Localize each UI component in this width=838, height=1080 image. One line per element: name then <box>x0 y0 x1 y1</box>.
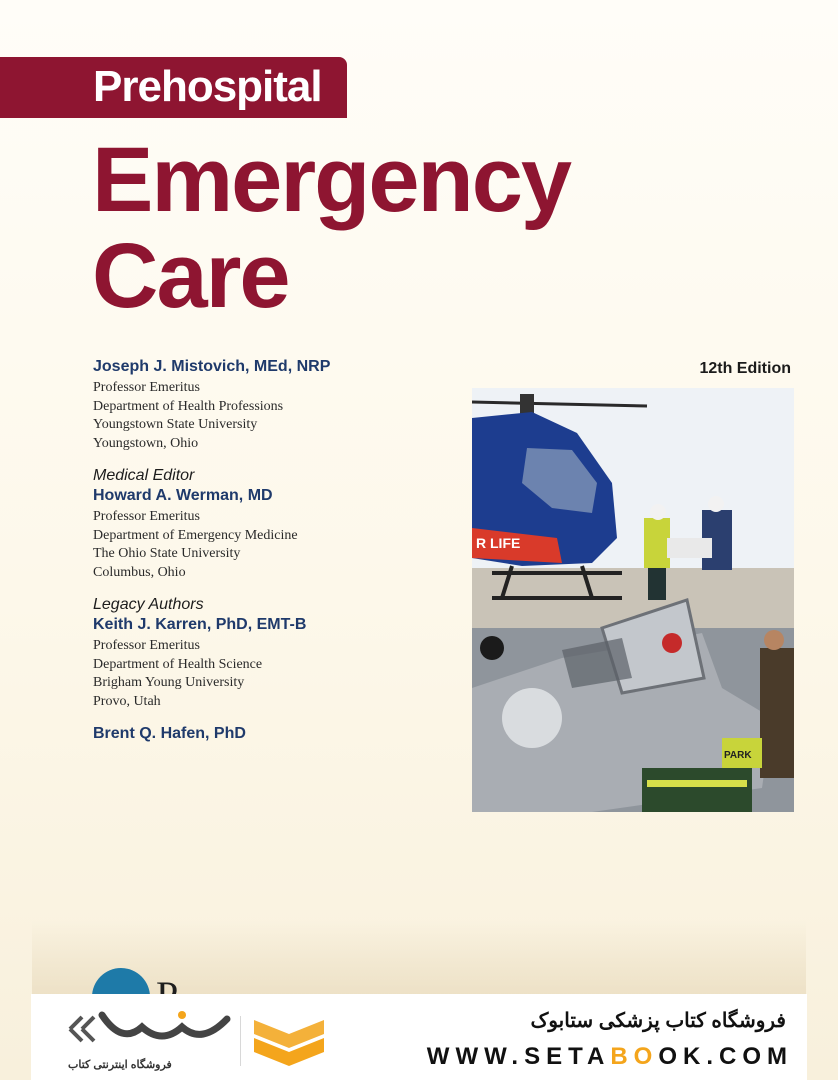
logo-dot <box>178 1011 186 1019</box>
vest-lettering: PARK <box>724 750 752 761</box>
ad-divider <box>240 1016 241 1066</box>
affiliation-line: Brigham Young University <box>93 675 245 690</box>
bystander <box>760 648 794 778</box>
ad-logo-caption: فروشگاه اینترنتی کتاب <box>68 1059 172 1071</box>
affiliation-line: The Ohio State University <box>93 546 241 561</box>
crew-helmet <box>708 496 724 512</box>
url-suffix: OK.COM <box>658 1043 793 1070</box>
reflective-stripe <box>647 780 747 787</box>
logo-arrows <box>70 1017 94 1041</box>
author-block <box>93 596 453 711</box>
author-name: Keith J. Karren, PhD, EMT-B <box>93 616 307 633</box>
author-role: Legacy Authors <box>93 596 204 613</box>
authors-list <box>93 358 453 757</box>
affiliation-line: Department of Health Professions <box>93 398 284 414</box>
crumpled-hood <box>502 688 562 748</box>
author-block <box>93 358 453 453</box>
rescuer-helmet <box>662 633 682 653</box>
author-block <box>93 467 453 582</box>
crew-member-vest <box>644 518 670 568</box>
affiliation-line: Youngstown State University <box>93 417 258 432</box>
bystander-head <box>764 630 784 650</box>
affiliation-line: Columbus, Ohio <box>93 564 186 580</box>
author-affiliation <box>93 379 453 453</box>
cover-photo <box>472 388 794 812</box>
helicopter-lettering: R LIFE <box>476 535 521 551</box>
author-affiliation <box>93 637 453 711</box>
author-name: Joseph J. Mistovich, MEd, NRP <box>93 358 331 375</box>
affiliation-line: Professor Emeritus <box>93 380 200 395</box>
series-label: Prehospital <box>93 62 322 111</box>
firefighter-coat <box>642 768 752 812</box>
affiliation-line: Professor Emeritus <box>93 509 200 524</box>
author-name: Brent Q. Hafen, PhD <box>93 725 246 742</box>
author-block <box>93 725 453 743</box>
firefighter-helmet <box>480 636 504 660</box>
affiliation-line: Department of Health Science <box>93 656 263 672</box>
title-line-2: Care <box>92 225 289 327</box>
logo-script <box>102 1015 227 1036</box>
chevrons-icon <box>250 1012 328 1072</box>
stretcher <box>667 538 712 558</box>
edition-label: 12th Edition <box>699 360 791 377</box>
affiliation-line: Provo, Utah <box>93 693 161 709</box>
crew-legs <box>648 568 666 600</box>
author-role: Medical Editor <box>93 467 195 484</box>
affiliation-line: Professor Emeritus <box>93 638 200 653</box>
ad-shop-title: فروشگاه کتاب پزشکی ستابوک <box>530 1010 786 1032</box>
affiliation-line: Youngstown, Ohio <box>93 435 199 451</box>
author-name: Howard A. Werman, MD <box>93 487 273 504</box>
affiliation-line: Department of Emergency Medicine <box>93 527 298 543</box>
crew-helmet <box>650 504 666 520</box>
rescue-scene-illustration <box>472 388 794 812</box>
author-affiliation <box>93 508 453 582</box>
title-line-1: Emergency <box>92 129 571 231</box>
rotor-hub <box>520 394 534 414</box>
url-highlight: BO <box>610 1043 659 1070</box>
url-prefix: WWW.SETA <box>426 1043 611 1070</box>
ad-url-link[interactable] <box>427 1043 793 1071</box>
